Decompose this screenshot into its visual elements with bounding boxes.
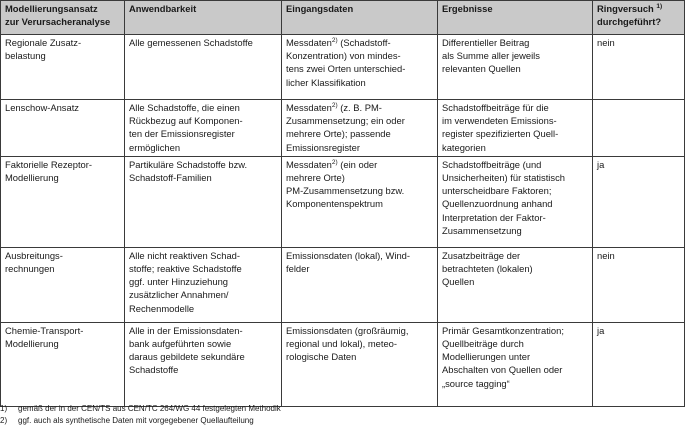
footnote-number: 2) <box>0 416 8 425</box>
cell-ansatz: Faktorielle Rezeptor- Modellierung <box>1 156 125 247</box>
eingang-text: Messdaten <box>286 37 332 48</box>
table-row <box>1 100 685 157</box>
header-ringversuch <box>593 1 685 35</box>
eingang-text: Emissionsdaten (lokal), Wind- felder <box>286 249 410 275</box>
cell-eingangsdaten <box>282 35 438 100</box>
cell-ringversuch: nein <box>593 247 685 322</box>
header-anwendbarkeit: Anwendbarkeit <box>125 1 282 35</box>
cell-ergebnisse: Zusatzbeiträge der betrachteten (lokalen) Quellen <box>438 247 593 322</box>
eingang-text: Emissionsdaten (großräumig, regional und lokal), meteo- rologische Daten <box>286 324 409 363</box>
cell-ringversuch: ja <box>593 156 685 247</box>
cell-ergebnisse: Differentieller Beitrag als Summe aller jeweils relevanten Quellen <box>438 35 593 100</box>
eingang-text: Messdaten <box>286 158 332 170</box>
cell-ansatz: Chemie-Transport- Modellierung <box>1 322 125 406</box>
header-ringversuch-tail: durchgeführt? <box>597 16 662 28</box>
cell-eingangsdaten <box>282 156 438 247</box>
table-row <box>1 322 685 406</box>
footnote-text: ggf. auch als synthetische Daten mit vorgegebener Quellaufteilung <box>18 416 254 425</box>
cell-ringversuch <box>593 100 685 157</box>
cell-ansatz: Regionale Zusatz- belastung <box>1 35 125 100</box>
header-ringversuch-footnote-mark: 1) <box>656 2 663 10</box>
cell-anwendbarkeit: Alle Schadstoffe, die einen Rückbezug auf Komponen- ten der Emissionsregister ermöglichen <box>125 100 282 157</box>
eingang-text-rest: (z. B. PM- Zusammensetzung; ein oder mehrere Orte); passende Emissionsregister <box>286 102 405 153</box>
header-ringversuch-label: Ringversuch <box>597 3 654 14</box>
eingang-text-rest: (Schadstoff- Konzentration) von mindes- tens zwei Orten unterschied- licher Klassifikation <box>286 37 406 88</box>
cell-eingangsdaten <box>282 247 438 322</box>
table-row <box>1 156 685 247</box>
eingang-text: Messdaten <box>286 102 332 113</box>
cell-ergebnisse: Schadstoffbeiträge (und Unsicherheiten) für statistisch unterscheidbare Faktoren; Quellenzuordnung anhand Interpretation der Faktor- Zusammensetzung <box>438 156 593 247</box>
cell-eingangsdaten <box>282 322 438 406</box>
cell-ergebnisse: Schadstoffbeiträge für die im verwendeten Emissions- register spezifizierten Quell- kategorien <box>438 100 593 157</box>
eingang-text-rest: (ein oder mehrere Orte) PM-Zusammensetzung bzw. Komponentenspektrum <box>286 158 405 210</box>
table-row <box>1 247 685 322</box>
cell-eingangsdaten <box>282 100 438 157</box>
footnote-text: gemäß der in der CEN/TS aus CEN/TC 264/WG 44 festgelegten Methodik <box>18 404 281 413</box>
eingang-footnote-mark: 2) <box>331 101 338 109</box>
cell-ringversuch: nein <box>593 35 685 100</box>
cell-anwendbarkeit: Alle gemessenen Schadstoffe <box>125 35 282 100</box>
cell-anwendbarkeit: Partikuläre Schadstoffe bzw. Schadstoff-Familien <box>125 156 282 247</box>
cell-ergebnisse: Primär Gesamtkonzentration; Quellbeiträge durch Modellierungen unter Abschalten von Quellen oder „source tagging“ <box>438 322 593 406</box>
header-ergebnisse: Ergebnisse <box>438 1 593 35</box>
eingang-footnote-mark: 2) <box>331 36 338 44</box>
header-eingangsdaten: Eingangsdaten <box>282 1 438 35</box>
header-ansatz: Modellierungsansatz zur Verursacheranalyse <box>1 1 125 35</box>
table-header-row <box>1 1 685 35</box>
footnotes <box>0 403 281 427</box>
footnote-1 <box>0 403 281 415</box>
cell-anwendbarkeit: Alle in der Emissionsdaten- bank aufgeführten sowie daraus gebildete sekundäre Schadstoffe <box>125 322 282 406</box>
cell-ringversuch: ja <box>593 322 685 406</box>
cell-ansatz: Lenschow-Ansatz <box>1 100 125 157</box>
footnote-number: 1) <box>0 404 8 413</box>
eingang-footnote-mark: 2) <box>331 158 338 166</box>
cell-anwendbarkeit: Alle nicht reaktiven Schad- stoffe; reaktive Schadstoffe ggf. unter Hinzuziehung zusätzlicher Annahmen/ Rechenmodelle <box>125 247 282 322</box>
table-row <box>1 35 685 100</box>
footnote-2 <box>0 415 281 427</box>
cell-ansatz: Ausbreitungs- rechnungen <box>1 247 125 322</box>
